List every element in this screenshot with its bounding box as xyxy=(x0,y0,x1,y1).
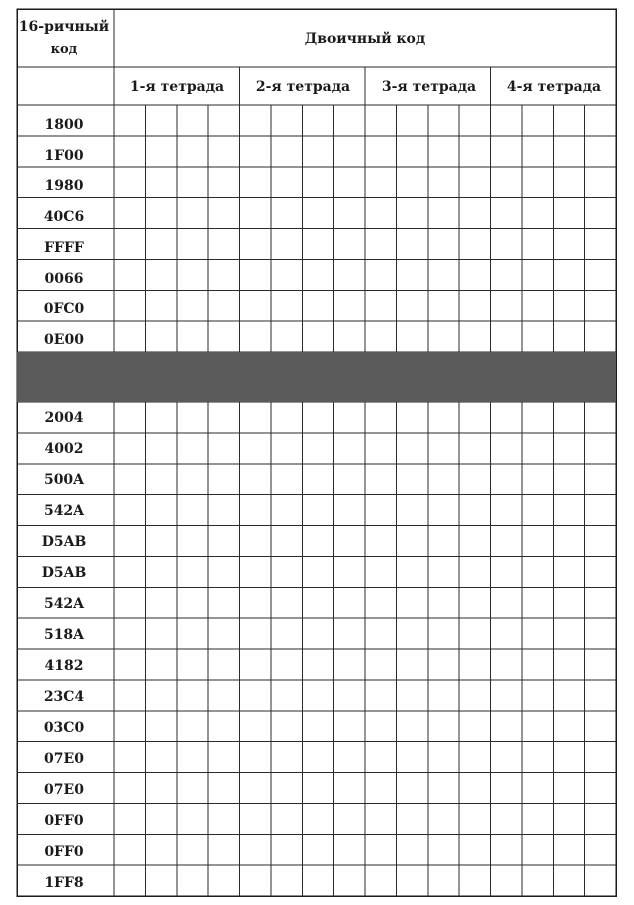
hex-header-line2: код xyxy=(50,42,78,57)
hex-value: 0FF0 xyxy=(44,844,84,860)
hex-value: 07E0 xyxy=(44,751,84,767)
hex-value: 0066 xyxy=(44,271,84,287)
hex-value: D5AB xyxy=(41,565,87,581)
hex-value: 40C6 xyxy=(43,209,85,225)
hex-value: 518A xyxy=(43,627,85,643)
hex-value: 0FF0 xyxy=(44,813,84,829)
hex-value: 1F00 xyxy=(44,148,84,164)
hex-value: 0FC0 xyxy=(43,301,85,317)
hex-value: 542A xyxy=(43,503,85,519)
tetrad-header-2: 2-я тетрада xyxy=(255,79,351,95)
hex-value: 07E0 xyxy=(44,782,84,798)
tetrad-header-3: 3-я тетрада xyxy=(381,79,477,95)
hex-value: FFFF xyxy=(44,240,84,256)
hex-value: 1FF8 xyxy=(44,875,84,891)
hex-value: 2004 xyxy=(44,410,84,426)
hex-value: 03C0 xyxy=(43,720,85,736)
binary-code-header: Двоичный код xyxy=(304,31,426,47)
hex-value: 500A xyxy=(43,472,85,488)
hex-value: D5AB xyxy=(41,534,87,550)
grid-lines xyxy=(17,9,616,896)
table-frame xyxy=(17,9,616,896)
section-separator-band xyxy=(17,352,616,402)
hex-value: 4002 xyxy=(44,441,84,457)
tetrad-header-4: 4-я тетрада xyxy=(506,79,602,95)
hex-value: 23C4 xyxy=(43,689,85,705)
tetrad-header-1: 1-я тетрада xyxy=(129,79,225,95)
hex-value: 0E00 xyxy=(44,332,84,348)
hex-value: 4182 xyxy=(44,658,84,674)
hex-value: 1980 xyxy=(44,178,84,194)
hex-value: 1800 xyxy=(44,117,84,133)
hex-value: 542A xyxy=(43,596,85,612)
hex-header-line1: 16-ричный xyxy=(18,19,110,35)
